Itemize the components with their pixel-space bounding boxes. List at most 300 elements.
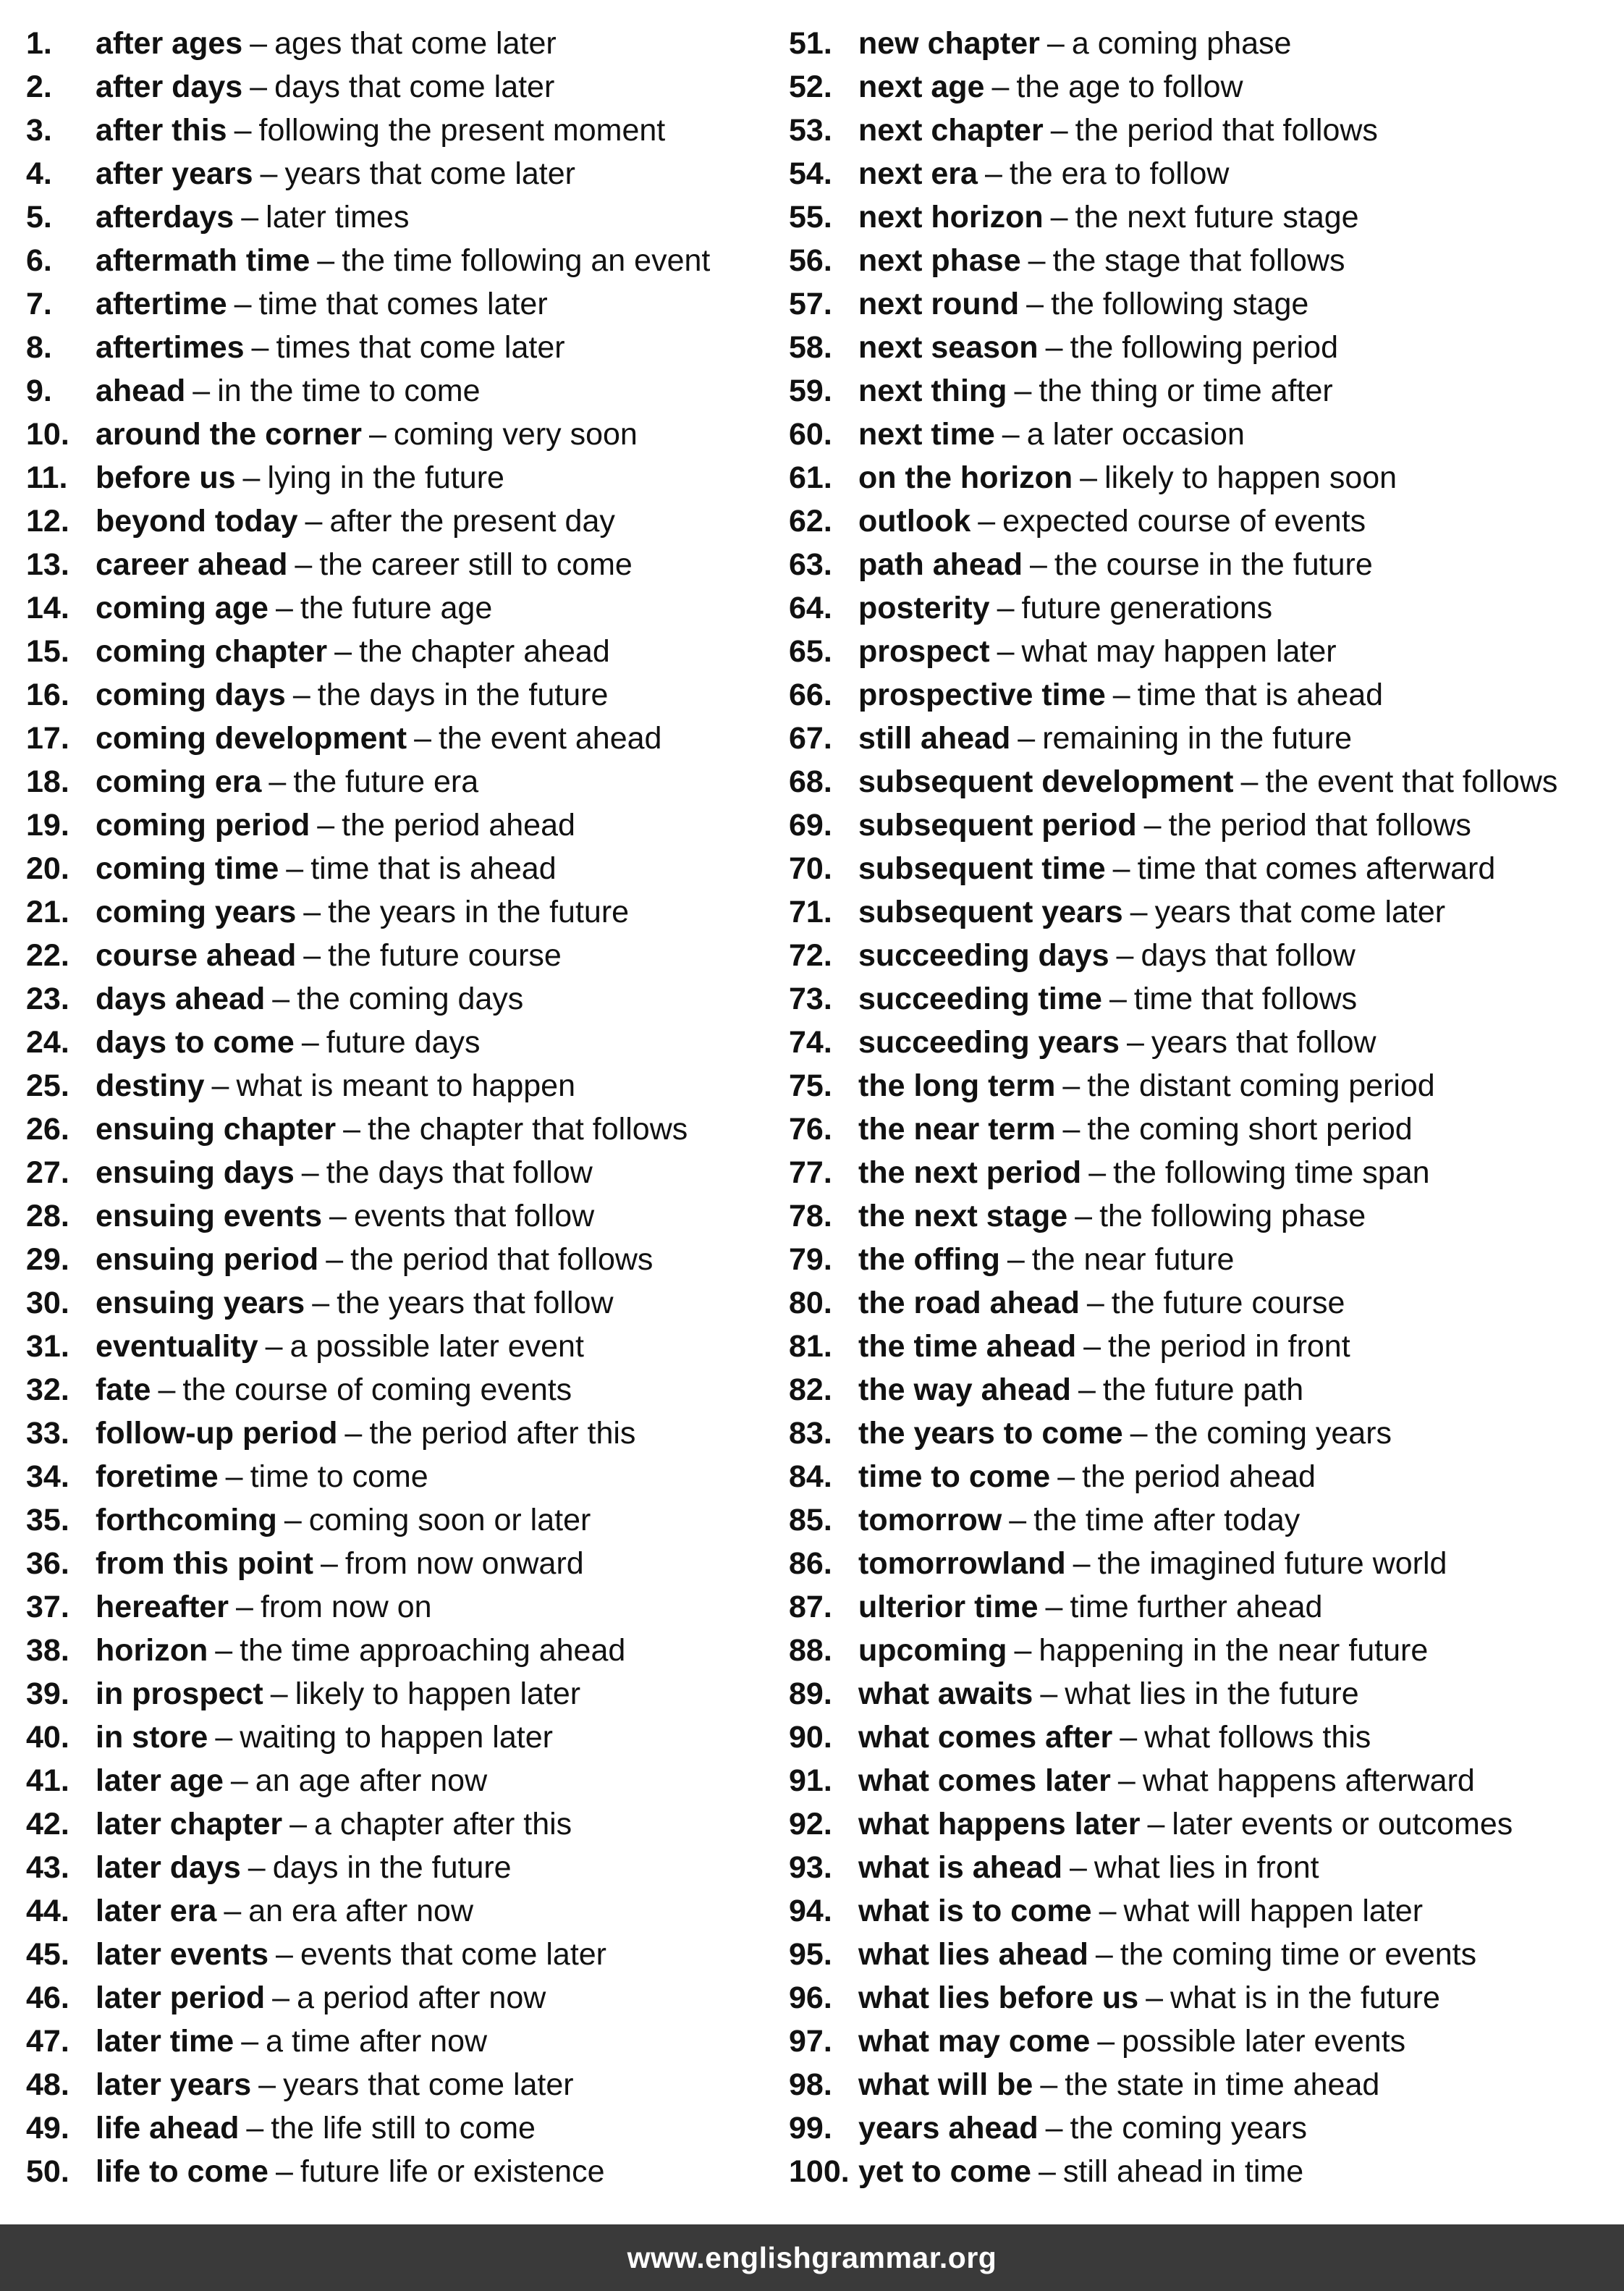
item-definition: time further ahead [1070, 1590, 1323, 1624]
item-term: in prospect [96, 1676, 263, 1711]
list-item [26, 109, 779, 152]
list-item [26, 1672, 779, 1716]
list-item [26, 499, 779, 543]
item-number: 17. [26, 721, 69, 756]
list-item [26, 1107, 779, 1151]
item-dash: – [984, 156, 1002, 191]
list-item [26, 760, 779, 803]
list-item [789, 2063, 1621, 2106]
item-number: 18. [26, 764, 69, 799]
list-item [26, 977, 779, 1021]
item-term: later events [96, 1937, 269, 1972]
item-number: 48. [26, 2067, 69, 2102]
list-item [26, 413, 779, 456]
item-dash: – [1018, 721, 1036, 756]
list-item [26, 1325, 779, 1368]
item-term: what comes after [858, 1720, 1113, 1755]
item-term: ensuing period [96, 1242, 319, 1277]
item-dash: – [275, 591, 293, 625]
item-term: the near term [858, 1112, 1056, 1147]
item-dash: – [1130, 1416, 1148, 1451]
item-term: new chapter [858, 26, 1040, 61]
item-definition: an age after now [255, 1763, 488, 1798]
item-term: what will be [858, 2067, 1033, 2102]
item-term: what may come [858, 2024, 1091, 2059]
item-number: 71. [789, 895, 832, 929]
item-dash: – [1040, 2067, 1058, 2102]
word-list-left-column [26, 22, 779, 2193]
item-dash: – [317, 808, 335, 843]
list-item [789, 1672, 1621, 1716]
item-term: ensuing chapter [96, 1112, 337, 1147]
list-item [26, 1889, 779, 1933]
list-item [26, 22, 779, 65]
list-item [789, 2020, 1621, 2063]
item-dash: – [193, 374, 211, 408]
item-term: ensuing years [96, 1286, 305, 1320]
list-item [26, 2020, 779, 2063]
list-item [26, 1802, 779, 1846]
item-dash: – [1002, 417, 1020, 452]
item-number: 3. [26, 113, 52, 148]
list-item [26, 543, 779, 586]
item-definition: future days [326, 1025, 481, 1060]
item-definition: years that come later [283, 2067, 574, 2102]
item-dash: – [224, 1894, 242, 1928]
item-definition: the near future [1031, 1242, 1235, 1277]
item-definition: after the present day [329, 504, 615, 539]
list-item [789, 1194, 1621, 1238]
item-term: coming chapter [96, 634, 328, 669]
item-number: 82. [789, 1372, 832, 1407]
item-number: 2. [26, 69, 52, 104]
item-term: succeeding time [858, 982, 1102, 1016]
item-number: 41. [26, 1763, 69, 1798]
item-definition: the years that follow [337, 1286, 614, 1320]
item-term: coming time [96, 851, 279, 886]
item-term: posterity [858, 591, 990, 625]
item-dash: – [284, 1503, 302, 1537]
list-item [26, 1064, 779, 1107]
item-definition: the life still to come [271, 2111, 536, 2146]
list-item [789, 977, 1621, 1021]
list-item [789, 760, 1621, 803]
item-dash: – [241, 200, 259, 235]
list-item [789, 1238, 1621, 1281]
item-definition: days that come later [274, 69, 555, 104]
item-number: 78. [789, 1199, 832, 1233]
list-item [789, 195, 1621, 239]
list-item [26, 1585, 779, 1629]
item-definition: future generations [1021, 591, 1273, 625]
item-number: 45. [26, 1937, 69, 1972]
item-number: 75. [789, 1068, 832, 1103]
item-definition: future life or existence [300, 2154, 605, 2189]
item-term: the next period [858, 1155, 1082, 1190]
item-number: 46. [26, 1980, 69, 2015]
item-dash: – [276, 1937, 293, 1972]
item-definition: in the time to come [217, 374, 481, 408]
item-term: subsequent years [858, 895, 1123, 929]
item-term: coming period [96, 808, 310, 843]
item-number: 43. [26, 1850, 69, 1885]
list-item [789, 1889, 1621, 1933]
item-number: 25. [26, 1068, 69, 1103]
list-item [26, 803, 779, 847]
item-dash: – [997, 591, 1015, 625]
item-dash: – [211, 1068, 229, 1103]
item-dash: – [251, 330, 269, 365]
item-dash: – [301, 1155, 319, 1190]
item-term: the long term [858, 1068, 1056, 1103]
list-item [789, 456, 1621, 499]
item-definition: the era to follow [1009, 156, 1230, 191]
item-dash: – [1046, 26, 1065, 61]
list-item [789, 1933, 1621, 1976]
item-definition: the course of coming events [182, 1372, 572, 1407]
item-dash: – [275, 2154, 293, 2189]
item-term: what lies before us [858, 1980, 1139, 2015]
list-item [26, 1455, 779, 1498]
footer-bar [0, 2224, 1624, 2291]
item-dash: – [312, 1286, 330, 1320]
item-number: 35. [26, 1503, 69, 1537]
item-number: 66. [789, 678, 832, 712]
item-dash: – [1050, 113, 1068, 148]
item-number: 16. [26, 678, 69, 712]
item-definition: a time after now [266, 2024, 488, 2059]
item-number: 87. [789, 1590, 832, 1624]
list-item [789, 413, 1621, 456]
item-definition: the coming years [1154, 1416, 1392, 1451]
item-dash: – [250, 26, 268, 61]
item-dash: – [368, 417, 386, 452]
item-term: what is to come [858, 1894, 1092, 1928]
item-number: 80. [789, 1286, 832, 1320]
item-dash: – [1083, 1329, 1101, 1364]
item-definition: times that come later [276, 330, 565, 365]
item-term: the time ahead [858, 1329, 1077, 1364]
item-dash: – [1045, 1590, 1063, 1624]
list-item [789, 1455, 1621, 1498]
item-number: 84. [789, 1459, 832, 1494]
item-number: 21. [26, 895, 69, 929]
item-number: 42. [26, 1807, 69, 1841]
item-dash: – [303, 895, 321, 929]
item-dash: – [1095, 1937, 1113, 1972]
item-definition: expected course of events [1002, 504, 1366, 539]
item-term: coming era [96, 764, 262, 799]
item-dash: – [1078, 1372, 1096, 1407]
item-definition: the future era [293, 764, 479, 799]
item-number: 61. [789, 460, 832, 495]
list-item [789, 1585, 1621, 1629]
item-dash: – [326, 1242, 344, 1277]
item-dash: – [1038, 2154, 1056, 2189]
item-number: 15. [26, 634, 69, 669]
item-term: the way ahead [858, 1372, 1071, 1407]
item-term: on the horizon [858, 460, 1073, 495]
item-number: 64. [789, 591, 832, 625]
item-term: what awaits [858, 1676, 1033, 1711]
item-definition: the future age [300, 591, 493, 625]
item-definition: from now onward [344, 1546, 584, 1581]
item-number: 65. [789, 634, 832, 669]
item-number: 90. [789, 1720, 832, 1755]
item-definition: what follows this [1144, 1720, 1371, 1755]
item-term: coming age [96, 591, 268, 625]
item-dash: – [334, 634, 352, 669]
list-item [789, 847, 1621, 890]
item-number: 95. [789, 1937, 832, 1972]
item-definition: the coming time or events [1120, 1937, 1477, 1972]
item-number: 13. [26, 547, 69, 582]
item-definition: the period that follows [350, 1242, 654, 1277]
item-term: prospect [858, 634, 990, 669]
item-definition: a coming phase [1071, 26, 1292, 61]
item-definition: the days in the future [317, 678, 609, 712]
list-item [789, 2150, 1621, 2193]
item-definition: the time following an event [342, 243, 711, 278]
item-number: 4. [26, 156, 52, 191]
list-item [26, 282, 779, 326]
item-term: outlook [858, 504, 971, 539]
item-number: 19. [26, 808, 69, 843]
list-item [26, 2150, 779, 2193]
list-item [789, 803, 1621, 847]
item-definition: the event that follows [1265, 764, 1558, 799]
item-dash: – [1050, 200, 1068, 235]
item-definition: the chapter that follows [368, 1112, 688, 1147]
item-term: life ahead [96, 2111, 240, 2146]
list-item [26, 1542, 779, 1585]
item-number: 97. [789, 2024, 832, 2059]
item-term: the years to come [858, 1416, 1123, 1451]
item-definition: the coming days [297, 982, 524, 1016]
item-term: next time [858, 417, 995, 452]
item-dash: – [270, 1676, 288, 1711]
item-term: later time [96, 2024, 234, 2059]
item-dash: – [1126, 1025, 1144, 1060]
list-item [26, 152, 779, 195]
item-number: 70. [789, 851, 832, 886]
item-dash: – [1080, 460, 1098, 495]
item-dash: – [1112, 851, 1130, 886]
item-definition: a possible later event [289, 1329, 584, 1364]
list-item [26, 1194, 779, 1238]
item-term: hereafter [96, 1590, 229, 1624]
item-number: 74. [789, 1025, 832, 1060]
list-item [789, 673, 1621, 717]
item-term: what comes later [858, 1763, 1111, 1798]
list-item [789, 1107, 1621, 1151]
item-definition: the event ahead [439, 721, 662, 756]
item-term: subsequent period [858, 808, 1137, 843]
item-term: next phase [858, 243, 1021, 278]
item-definition: the course in the future [1054, 547, 1373, 582]
item-number: 63. [789, 547, 832, 582]
item-number: 85. [789, 1503, 832, 1537]
item-term: in store [96, 1720, 208, 1755]
item-term: what lies ahead [858, 1937, 1088, 1972]
item-definition: time that is ahead [310, 851, 557, 886]
item-term: next season [858, 330, 1039, 365]
item-number: 54. [789, 156, 832, 191]
item-number: 40. [26, 1720, 69, 1755]
item-number: 9. [26, 374, 52, 408]
item-dash: – [250, 69, 268, 104]
list-item [789, 282, 1621, 326]
item-term: before us [96, 460, 236, 495]
item-definition: the following time span [1113, 1155, 1430, 1190]
item-definition: the years in the future [328, 895, 630, 929]
item-definition: the next future stage [1075, 200, 1359, 235]
item-term: after years [96, 156, 253, 191]
item-dash: – [344, 1416, 363, 1451]
item-dash: – [230, 1763, 248, 1798]
item-dash: – [158, 1372, 176, 1407]
item-number: 57. [789, 287, 832, 321]
item-dash: – [1146, 1980, 1164, 2015]
item-number: 72. [789, 938, 832, 973]
item-number: 12. [26, 504, 69, 539]
item-number: 27. [26, 1155, 69, 1190]
item-number: 22. [26, 938, 69, 973]
item-definition: the following period [1070, 330, 1339, 365]
item-dash: – [1086, 1286, 1104, 1320]
item-number: 51. [789, 26, 832, 61]
list-item [26, 195, 779, 239]
item-dash: – [225, 1459, 243, 1494]
item-term: aftermath time [96, 243, 310, 278]
item-dash: – [246, 2111, 264, 2146]
item-dash: – [305, 504, 323, 539]
item-number: 33. [26, 1416, 69, 1451]
item-term: the road ahead [858, 1286, 1080, 1320]
item-term: coming days [96, 678, 286, 712]
list-item [26, 1846, 779, 1889]
item-term: what happens later [858, 1807, 1141, 1841]
item-definition: years that follow [1151, 1025, 1376, 1060]
item-definition: time to come [250, 1459, 428, 1494]
item-dash: – [997, 634, 1015, 669]
item-number: 32. [26, 1372, 69, 1407]
list-item [26, 369, 779, 413]
item-definition: a chapter after this [314, 1807, 572, 1841]
list-item [26, 586, 779, 630]
list-item [26, 1021, 779, 1064]
item-dash: – [234, 287, 252, 321]
item-definition: what is in the future [1170, 1980, 1440, 2015]
item-number: 98. [789, 2067, 832, 2102]
item-dash: – [343, 1112, 361, 1147]
item-term: days to come [96, 1025, 295, 1060]
item-dash: – [1099, 1894, 1117, 1928]
item-number: 94. [789, 1894, 832, 1928]
item-term: days ahead [96, 982, 266, 1016]
item-definition: the period in front [1108, 1329, 1350, 1364]
item-term: eventuality [96, 1329, 258, 1364]
item-term: next era [858, 156, 978, 191]
item-definition: the future course [328, 938, 562, 973]
item-number: 1. [26, 26, 52, 61]
item-term: beyond today [96, 504, 298, 539]
list-item [26, 1976, 779, 2020]
list-item [789, 630, 1621, 673]
list-item [26, 1238, 779, 1281]
list-item [789, 1976, 1621, 2020]
item-dash: – [260, 156, 278, 191]
list-item [26, 326, 779, 369]
item-number: 14. [26, 591, 69, 625]
list-item [789, 1412, 1621, 1455]
item-definition: the age to follow [1016, 69, 1243, 104]
item-term: foretime [96, 1459, 219, 1494]
list-item [789, 1151, 1621, 1194]
item-definition: the future course [1111, 1286, 1345, 1320]
list-item [26, 847, 779, 890]
item-number: 67. [789, 721, 832, 756]
item-term: what is ahead [858, 1850, 1062, 1885]
item-term: later years [96, 2067, 252, 2102]
list-item [789, 1629, 1621, 1672]
item-definition: time that is ahead [1137, 678, 1384, 712]
item-dash: – [1147, 1807, 1165, 1841]
item-definition: the imagined future world [1097, 1546, 1447, 1581]
item-number: 37. [26, 1590, 69, 1624]
item-dash: – [215, 1720, 233, 1755]
item-number: 34. [26, 1459, 69, 1494]
item-number: 79. [789, 1242, 832, 1277]
item-number: 7. [26, 287, 52, 321]
item-definition: days in the future [272, 1850, 512, 1885]
item-dash: – [991, 69, 1010, 104]
list-item [26, 1368, 779, 1412]
item-dash: – [414, 721, 431, 756]
item-term: path ahead [858, 547, 1023, 582]
item-number: 11. [26, 460, 68, 495]
item-term: later age [96, 1763, 224, 1798]
item-dash: – [1240, 764, 1259, 799]
list-item [789, 499, 1621, 543]
item-term: after this [96, 113, 227, 148]
item-term: next thing [858, 374, 1007, 408]
word-list-right-column [789, 22, 1621, 2193]
item-term: next round [858, 287, 1020, 321]
item-dash: – [320, 1546, 338, 1581]
list-item [26, 1933, 779, 1976]
item-number: 88. [789, 1633, 832, 1668]
item-number: 56. [789, 243, 832, 278]
item-dash: – [234, 113, 252, 148]
item-dash: – [1026, 287, 1044, 321]
item-number: 24. [26, 1025, 69, 1060]
item-dash: – [1014, 1633, 1032, 1668]
item-number: 62. [789, 504, 832, 539]
item-term: coming development [96, 721, 407, 756]
item-term: follow-up period [96, 1416, 338, 1451]
item-number: 91. [789, 1763, 832, 1798]
item-number: 73. [789, 982, 832, 1016]
item-definition: the time approaching ahead [240, 1633, 626, 1668]
item-dash: – [1014, 374, 1032, 408]
item-definition: the coming short period [1087, 1112, 1413, 1147]
item-definition: the thing or time after [1039, 374, 1333, 408]
item-term: years ahead [858, 2111, 1039, 2146]
item-dash: – [1097, 2024, 1115, 2059]
item-dash: – [1007, 1242, 1025, 1277]
list-item [26, 890, 779, 934]
